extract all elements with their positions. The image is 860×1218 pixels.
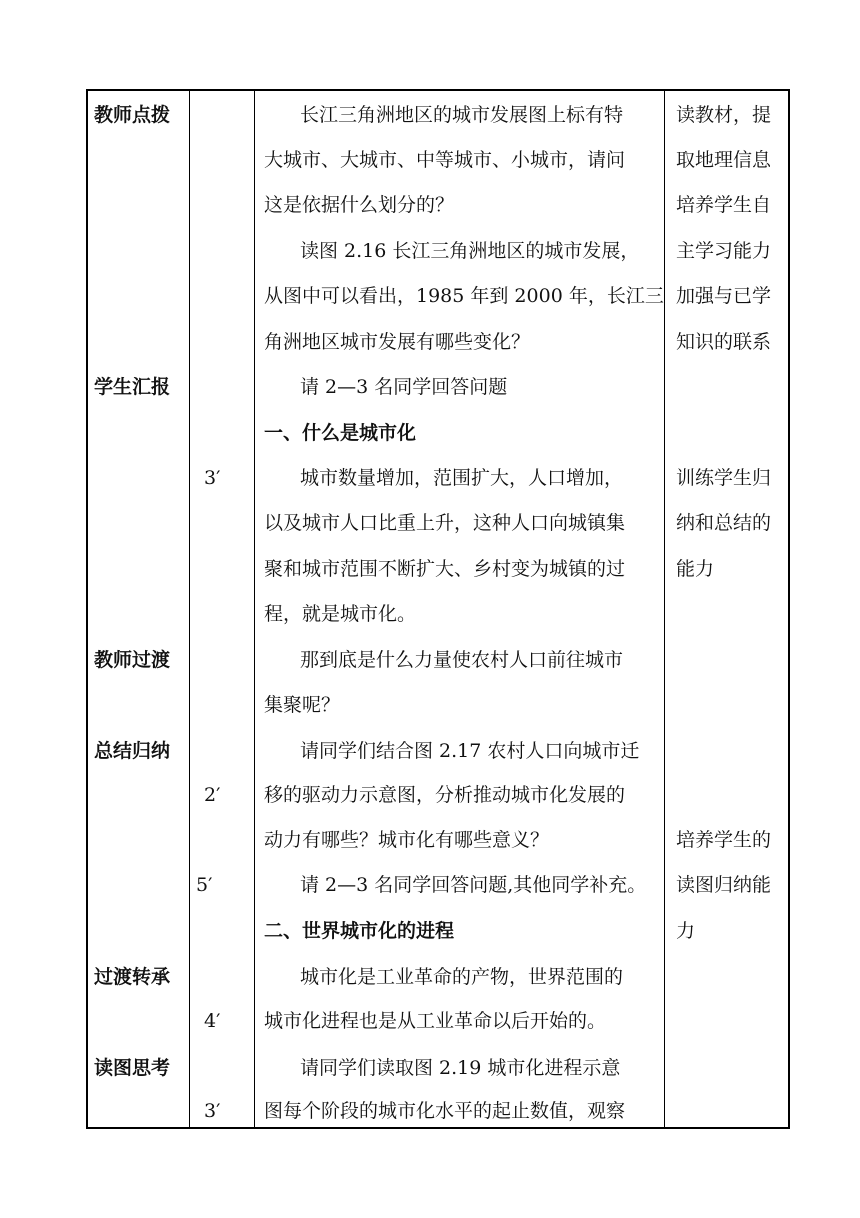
- stage-label-transition: 过渡转承: [94, 966, 171, 988]
- note-line: 读教材，提: [676, 104, 772, 126]
- note-line: 力: [676, 920, 696, 942]
- time-marker: 3′: [204, 467, 221, 489]
- content-line: 请同学们结合图 2.17 农村人口向城市迁: [300, 740, 640, 762]
- note-line: 能力: [676, 558, 715, 580]
- stage-label-teacher-guidance: 教师点拨: [94, 104, 171, 126]
- content-line: 聚和城市范围不断扩大、乡村变为城镇的过: [264, 558, 626, 580]
- stage-label-summary: 总结归纳: [94, 740, 171, 762]
- column-divider: [254, 91, 255, 1127]
- section-heading: 一、什么是城市化: [264, 422, 417, 444]
- note-line: 加强与已学: [676, 285, 772, 307]
- content-line: 请同学们读取图 2.19 城市化进程示意: [300, 1057, 621, 1079]
- note-line: 培养学生的: [676, 829, 772, 851]
- note-line: 纳和总结的: [676, 512, 772, 534]
- time-marker: 2′: [204, 784, 221, 806]
- lesson-table: [86, 89, 790, 1129]
- stage-label-read-map: 读图思考: [94, 1057, 171, 1079]
- content-line: 角洲地区城市发展有哪些变化？: [264, 331, 531, 353]
- content-line: 长江三角洲地区的城市发展图上标有特: [300, 104, 624, 126]
- content-line: 集聚呢？: [264, 694, 341, 716]
- content-line: 城市化是工业革命的产物，世界范围的: [300, 966, 624, 988]
- stage-label-teacher-transition: 教师过渡: [94, 649, 171, 671]
- content-line: 图每个阶段的城市化水平的起止数值，观察: [264, 1100, 626, 1122]
- content-line: 请 2—3 名同学回答问题,其他同学补充。: [300, 874, 647, 896]
- section-heading: 二、世界城市化的进程: [264, 920, 455, 942]
- content-line: 大城市、大城市、中等城市、小城市，请问: [264, 149, 626, 171]
- stage-label-student-report: 学生汇报: [94, 376, 171, 398]
- note-line: 训练学生归: [676, 467, 772, 489]
- note-line: 读图归纳能: [676, 874, 772, 896]
- content-line: 动力有哪些？城市化有哪些意义？: [264, 829, 550, 851]
- content-line: 这是依据什么划分的？: [264, 194, 455, 216]
- note-line: 培养学生自: [676, 194, 772, 216]
- column-divider: [664, 91, 665, 1127]
- content-line: 那到底是什么力量使农村人口前往城市: [300, 649, 624, 671]
- content-line: 城市数量增加，范围扩大，人口增加，: [300, 467, 624, 489]
- content-line: 移的驱动力示意图，分析推动城市化发展的: [264, 784, 626, 806]
- content-line: 以及城市人口比重上升，这种人口向城镇集: [264, 512, 626, 534]
- time-marker: 5′: [196, 874, 213, 896]
- column-divider: [189, 91, 190, 1127]
- content-line: 请 2—3 名同学回答问题: [300, 376, 508, 398]
- content-line: 城市化进程也是从工业革命以后开始的。: [264, 1010, 607, 1032]
- content-line: 从图中可以看出，1985 年到 2000 年，长江三: [264, 285, 664, 307]
- content-line: 程，就是城市化。: [264, 603, 417, 625]
- time-marker: 4′: [204, 1010, 221, 1032]
- note-line: 主学习能力: [676, 240, 772, 262]
- note-line: 取地理信息: [676, 149, 772, 171]
- time-marker: 3′: [204, 1100, 221, 1122]
- content-line: 读图 2.16 长江三角洲地区的城市发展，: [300, 240, 640, 262]
- note-line: 知识的联系: [676, 331, 772, 353]
